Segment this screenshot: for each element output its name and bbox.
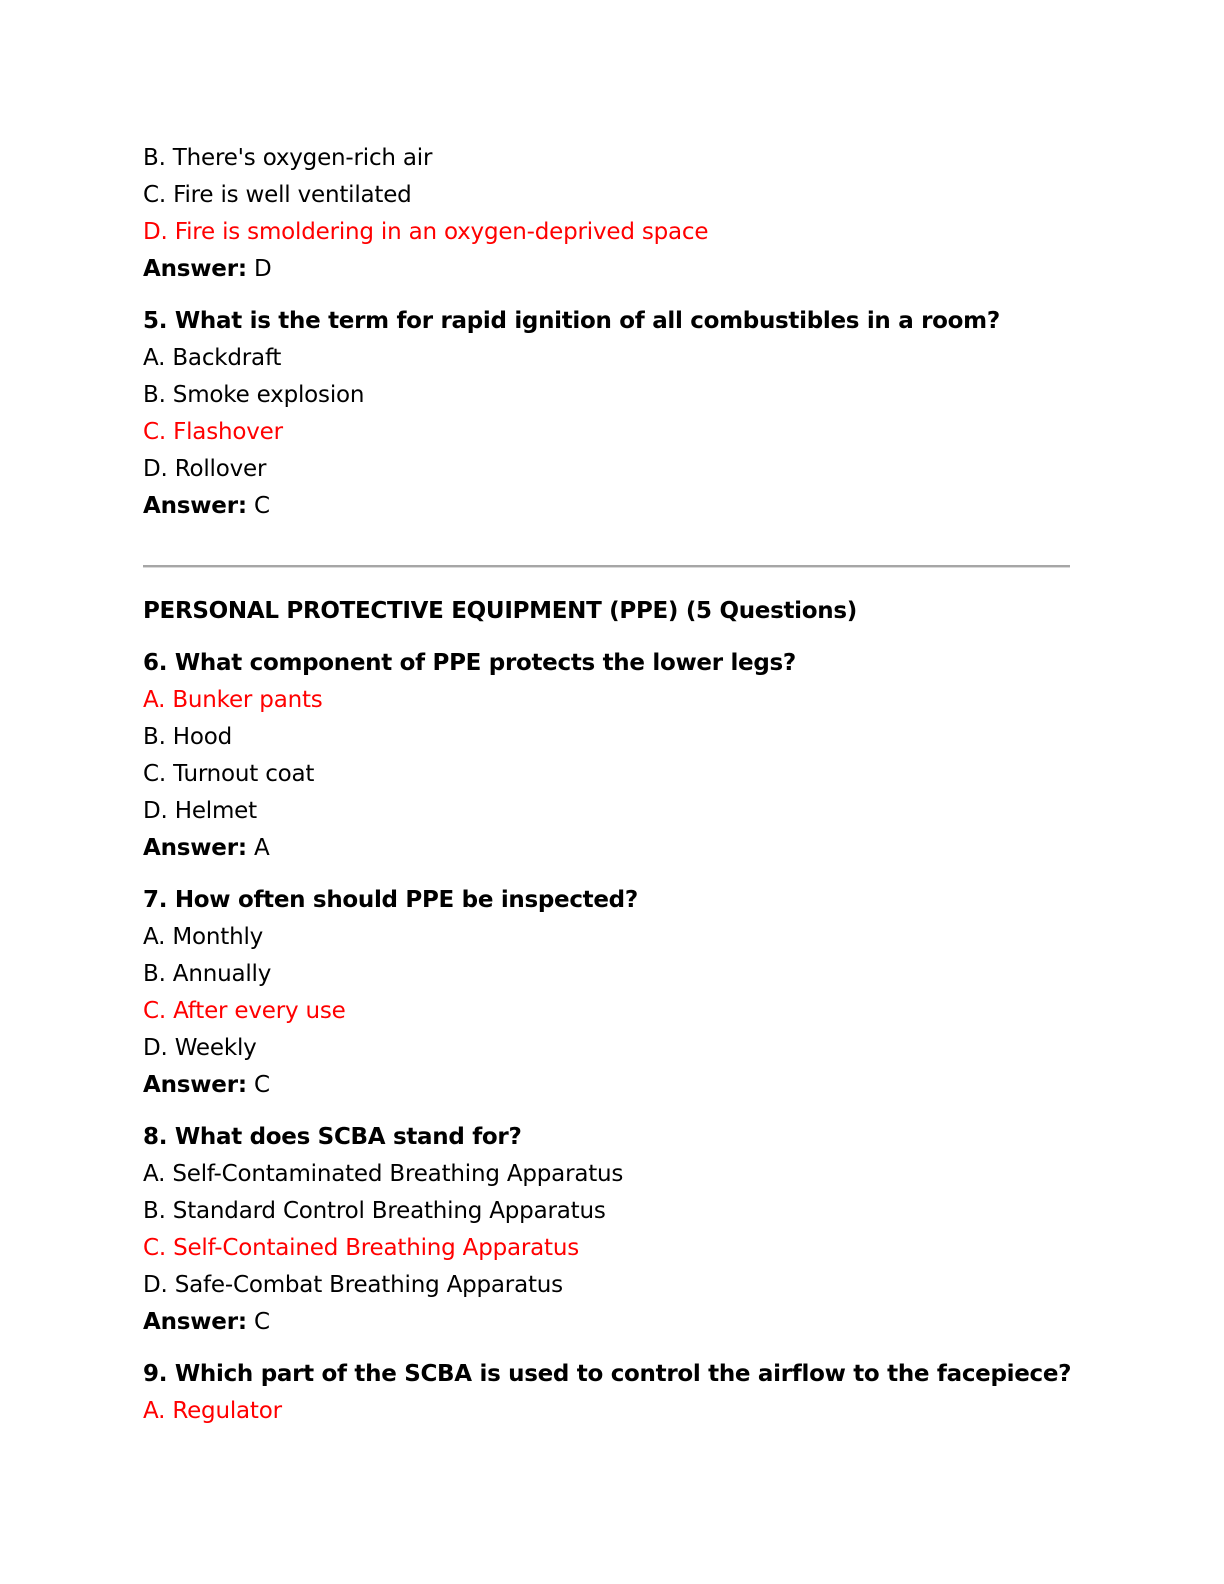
- option-b: B. Hood: [143, 724, 233, 750]
- option-a: A. Self-Contaminated Breathing Apparatus: [143, 1161, 624, 1187]
- document-page: [143, 140, 1073, 1430]
- question-text: 9. Which part of the SCBA is used to control the airflow to the facepiece?: [143, 1361, 1072, 1387]
- answer-value: C: [246, 493, 270, 519]
- option-a-correct: A. Regulator: [143, 1398, 282, 1424]
- question-9: [143, 1356, 1073, 1430]
- answer-label: Answer:: [143, 256, 247, 282]
- question-7: [143, 882, 1073, 1104]
- option-b: B. Smoke explosion: [143, 382, 365, 408]
- answer-label: Answer:: [143, 1309, 247, 1335]
- answer-label: Answer:: [143, 835, 247, 861]
- question-text: 7. How often should PPE be inspected?: [143, 887, 638, 913]
- answer-value: D: [246, 256, 272, 282]
- option-b: B. Annually: [143, 961, 272, 987]
- option-d: D. Weekly: [143, 1035, 257, 1061]
- answer-line: [143, 251, 1073, 288]
- answer-value: A: [246, 835, 270, 861]
- option-b: B. Standard Control Breathing Apparatus: [143, 1198, 606, 1224]
- option-d-correct: D. Fire is smoldering in an oxygen-deprived space: [143, 219, 709, 245]
- question-5: [143, 303, 1073, 525]
- answer-label: Answer:: [143, 1072, 247, 1098]
- option-d: D. Helmet: [143, 798, 257, 824]
- option-c-correct: C. After every use: [143, 998, 346, 1024]
- question-8: [143, 1119, 1073, 1341]
- answer-line: [143, 488, 1073, 525]
- answer-value: C: [246, 1072, 270, 1098]
- option-c: C. Turnout coat: [143, 761, 315, 787]
- option-a: A. Monthly: [143, 924, 264, 950]
- answer-line: [143, 1067, 1073, 1104]
- question-4-continuation: [143, 140, 1073, 288]
- option-b: B. There's oxygen-rich air: [143, 145, 433, 171]
- option-d: D. Safe-Combat Breathing Apparatus: [143, 1272, 563, 1298]
- option-a-correct: A. Bunker pants: [143, 687, 323, 713]
- option-a: A. Backdraft: [143, 345, 282, 371]
- question-text: 6. What component of PPE protects the lower legs?: [143, 650, 796, 676]
- answer-line: [143, 830, 1073, 867]
- option-d: D. Rollover: [143, 456, 267, 482]
- option-c-correct: C. Self-Contained Breathing Apparatus: [143, 1235, 580, 1261]
- horizontal-rule: [143, 565, 1070, 568]
- question-text: 5. What is the term for rapid ignition of all combustibles in a room?: [143, 308, 1000, 334]
- option-c: C. Fire is well ventilated: [143, 182, 412, 208]
- answer-label: Answer:: [143, 493, 247, 519]
- section-heading: PERSONAL PROTECTIVE EQUIPMENT (PPE) (5 Questions): [143, 598, 857, 624]
- answer-value: C: [246, 1309, 270, 1335]
- question-text: 8. What does SCBA stand for?: [143, 1124, 522, 1150]
- answer-line: [143, 1304, 1073, 1341]
- option-c-correct: C. Flashover: [143, 419, 283, 445]
- question-6: [143, 645, 1073, 867]
